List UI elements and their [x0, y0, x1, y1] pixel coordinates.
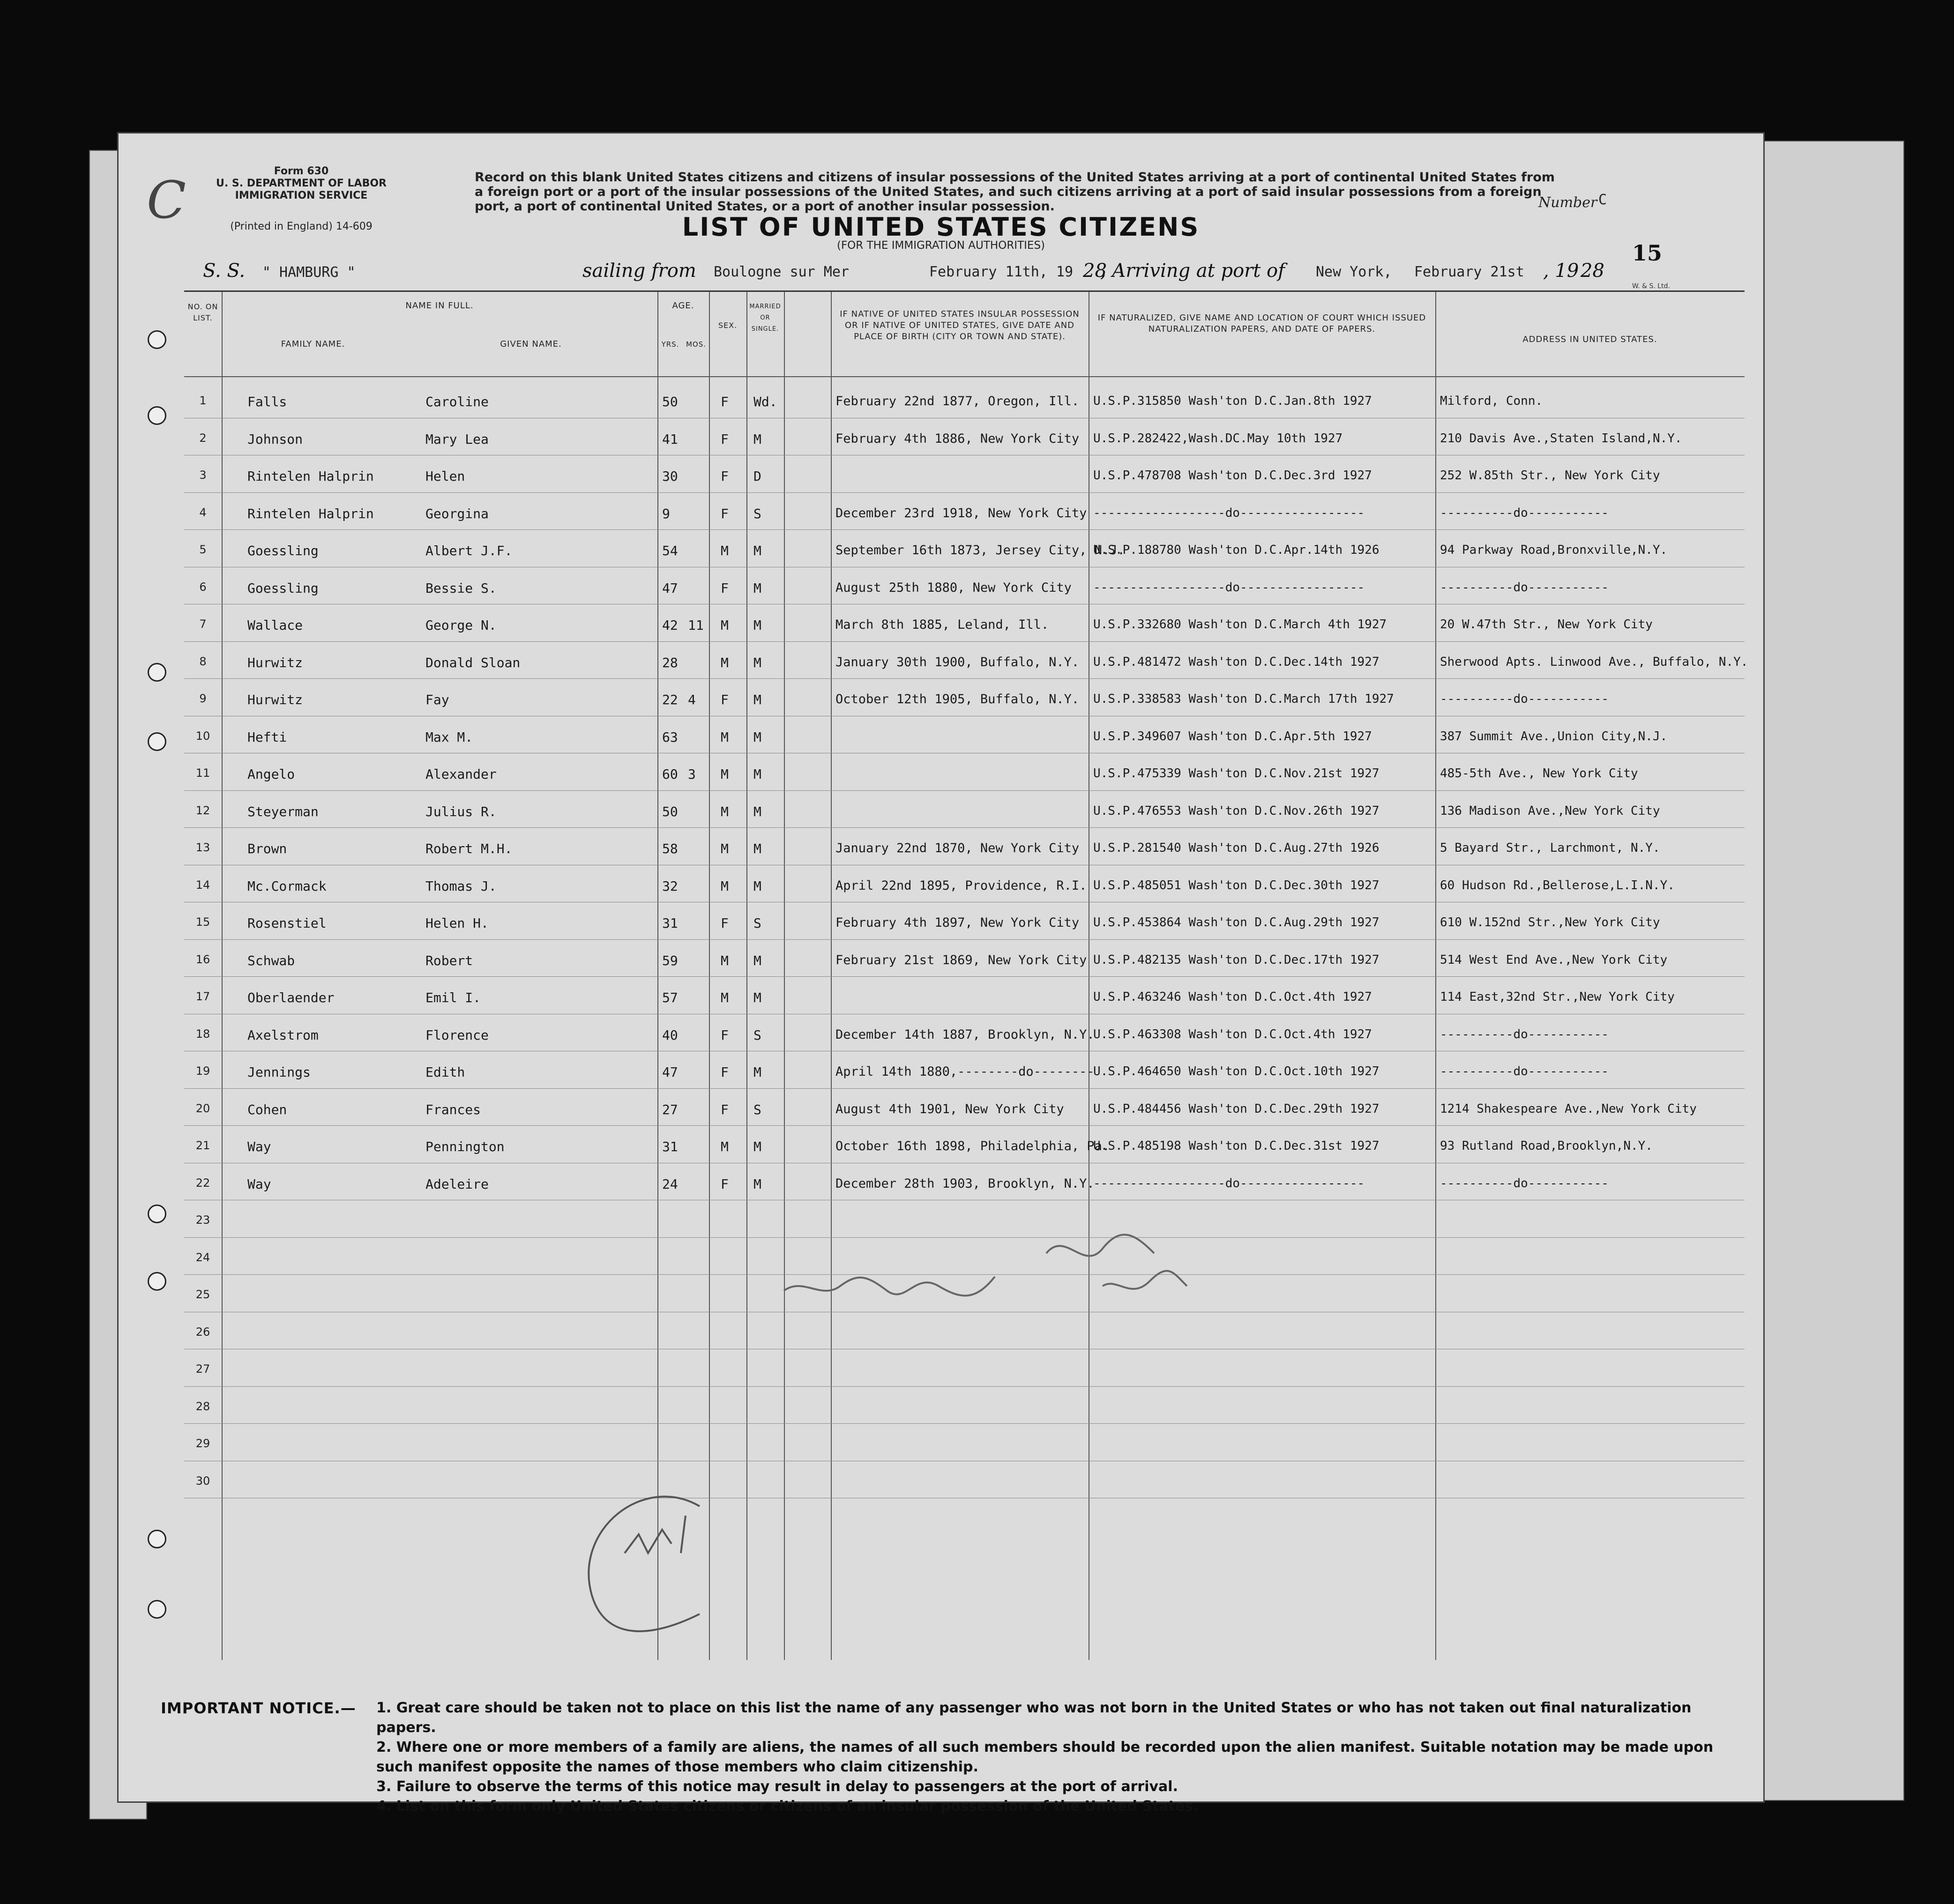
birth-info: February 4th 1897, New York City: [835, 915, 1080, 930]
row-number: 23: [195, 1213, 210, 1227]
table-row: [184, 1014, 1745, 1052]
handwritten-mark: C: [147, 170, 186, 230]
age-months: 3: [688, 766, 696, 782]
table-row: [184, 642, 1748, 679]
marital-status: M: [753, 729, 761, 745]
handwritten-signature: [775, 1216, 1337, 1319]
service: IMMIGRATION SERVICE: [235, 190, 368, 201]
age-months: 4: [688, 692, 696, 707]
family-name: Brown: [247, 841, 287, 856]
sex: M: [721, 654, 729, 670]
sex: F: [721, 506, 729, 521]
sex: M: [721, 878, 729, 894]
birth-info: December 14th 1887, Brooklyn, N.Y.: [835, 1027, 1095, 1042]
row-number: 3: [199, 469, 207, 482]
given-name: Julius R.: [425, 803, 497, 819]
header-mos: MOS.: [686, 340, 707, 349]
department: U. S. DEPARTMENT OF LABOR: [216, 178, 387, 189]
marital-status: M: [753, 580, 761, 596]
row-number: 19: [195, 1064, 210, 1078]
sex: F: [721, 1101, 729, 1117]
family-name: Hefti: [247, 729, 287, 745]
marital-status: M: [753, 803, 761, 819]
age-years: 22: [662, 692, 678, 707]
given-name: Frances: [425, 1101, 481, 1117]
birth-info: April 14th 1880,--------do--------: [835, 1064, 1095, 1079]
marital-status: M: [753, 990, 761, 1005]
punch-hole: [148, 1205, 166, 1223]
naturalization: U.S.P.485051 Wash'ton D.C.Dec.30th 1927: [1093, 878, 1380, 892]
us-address: 1214 Shakespeare Ave.,New York City: [1440, 1101, 1697, 1116]
table-row: [184, 791, 1745, 828]
us-address: 514 West End Ave.,New York City: [1440, 952, 1668, 967]
given-name: Robert M.H.: [425, 841, 513, 856]
marital-status: M: [753, 841, 761, 856]
row-number: 7: [199, 617, 207, 631]
table-row: [184, 418, 1745, 456]
marital-status: M: [753, 431, 761, 447]
age-years: 27: [662, 1101, 678, 1117]
age-years: 41: [662, 431, 678, 447]
family-name: Goessling: [247, 543, 319, 558]
family-name: Angelo: [247, 766, 295, 782]
naturalization: U.S.P.481472 Wash'ton D.C.Dec.14th 1927: [1093, 654, 1380, 669]
row-number: 28: [195, 1399, 210, 1413]
family-name: Steyerman: [247, 803, 319, 819]
number-value: C: [1598, 192, 1607, 208]
us-address: 20 W.47th Str., New York City: [1440, 617, 1653, 632]
naturalization: U.S.P.332680 Wash'ton D.C.March 4th 1927: [1093, 617, 1387, 632]
header-birth: IF NATIVE OF UNITED STATES INSULAR POSSESSION OR IF NATIVE OF UNITED STATES, GIVE DATE AND PLACE OF BIRTH (CITY OR TOWN AND STATE).: [840, 309, 1080, 342]
us-address: ----------do-----------: [1440, 1027, 1609, 1041]
marital-status: Wd.: [753, 394, 777, 409]
sex: M: [721, 952, 729, 968]
us-address: 60 Hudson Rd.,Bellerose,L.I.N.Y.: [1440, 878, 1675, 892]
punch-hole: [148, 1600, 166, 1619]
us-address: ----------do-----------: [1440, 692, 1609, 706]
punch-hole: [148, 663, 166, 682]
age-years: 54: [662, 543, 678, 558]
naturalization: U.S.P.453864 Wash'ton D.C.Aug.29th 1927: [1093, 915, 1380, 930]
row-number: 11: [195, 766, 210, 780]
header-naturalized: IF NATURALIZED, GIVE NAME AND LOCATION OF COURT WHICH ISSUED NATURALIZATION PAPERS, AND DATE OF PAPERS.: [1097, 313, 1426, 334]
punch-hole: [148, 1530, 166, 1548]
table-row: [184, 977, 1745, 1014]
header-divider: [184, 376, 1745, 377]
marital-status: S: [753, 1101, 761, 1117]
us-address: 485-5th Ave., New York City: [1440, 766, 1638, 781]
table-row: [184, 1089, 1745, 1126]
family-name: Way: [247, 1139, 271, 1154]
given-name: Albert J.F.: [425, 543, 513, 558]
family-name: Falls: [247, 394, 287, 409]
family-name: Hurwitz: [247, 692, 303, 707]
row-number: 6: [199, 580, 207, 594]
row-number: 15: [195, 915, 210, 929]
row-number: 4: [199, 506, 207, 519]
family-name: Rosenstiel: [247, 915, 327, 931]
naturalization: U.S.P.188780 Wash'ton D.C.Apr.14th 1926: [1093, 543, 1380, 557]
marital-status: D: [753, 469, 761, 484]
family-name: Mc.Cormack: [247, 878, 327, 894]
table-row: [184, 716, 1745, 754]
sex: F: [721, 469, 729, 484]
table-row: [184, 493, 1745, 530]
age-years: 59: [662, 952, 678, 968]
notice-item: 3. Failure to observe the terms of this notice may result in delay to passengers at the port of arrival.: [376, 1778, 1178, 1795]
given-name: Emil I.: [425, 990, 481, 1005]
family-name: Goessling: [247, 580, 319, 596]
birth-info: December 23rd 1918, New York City: [835, 506, 1087, 521]
naturalization: U.S.P.282422,Wash.DC.May 10th 1927: [1093, 431, 1343, 446]
sex: F: [721, 580, 729, 596]
age-years: 47: [662, 1064, 678, 1080]
us-address: Sherwood Apts. Linwood Ave., Buffalo, N.Y.: [1440, 654, 1748, 669]
table-row: [184, 381, 1745, 418]
table-row: [184, 567, 1745, 605]
record-instructions: Record on this blank United States citizens and citizens of insular possessions of the United States arriving at a port of continental United States from a foreign port or a port of the insular possessions of the United States, and such citizens arriving at a port of said insular possessions from a foreign port, a port of continental United States, or a port of another insular possession.: [475, 170, 1555, 214]
row-number: 24: [195, 1250, 210, 1264]
age-years: 58: [662, 841, 678, 856]
family-name: Johnson: [247, 431, 303, 447]
punch-hole: [148, 406, 166, 425]
given-name: Pennington: [425, 1139, 505, 1154]
marital-status: M: [753, 692, 761, 707]
naturalization: U.S.P.349607 Wash'ton D.C.Apr.5th 1927: [1093, 729, 1372, 744]
table-row: [184, 753, 1745, 791]
age-years: 28: [662, 654, 678, 670]
marital-status: S: [753, 915, 761, 931]
header-married: MARRIED OR SINGLE.: [749, 303, 781, 333]
naturalization: U.S.P.476553 Wash'ton D.C.Nov.26th 1927: [1093, 803, 1380, 818]
punch-hole: [148, 1272, 166, 1291]
sex: F: [721, 431, 729, 447]
birth-info: February 22nd 1877, Oregon, Ill.: [835, 394, 1080, 409]
age-years: 42: [662, 617, 678, 633]
table-row: [184, 530, 1745, 567]
table-row: [184, 1051, 1745, 1089]
sex: F: [721, 1064, 729, 1080]
naturalization: U.S.P.315850 Wash'ton D.C.Jan.8th 1927: [1093, 394, 1372, 408]
family-name: Axelstrom: [247, 1027, 319, 1043]
number-label: Number: [1538, 194, 1597, 211]
family-name: Wallace: [247, 617, 303, 633]
given-name: Adeleire: [425, 1176, 489, 1192]
birth-info: September 16th 1873, Jersey City, N.J.: [835, 543, 1125, 558]
departure-port: Boulogne sur Mer: [714, 264, 849, 280]
row-number: 26: [195, 1325, 210, 1339]
birth-info: October 16th 1898, Philadelphia, Pa.: [835, 1139, 1110, 1153]
row-number: 10: [195, 729, 210, 743]
age-years: 47: [662, 580, 678, 596]
sex: M: [721, 543, 729, 558]
age-years: 60: [662, 766, 678, 782]
notice-lead: IMPORTANT NOTICE.—: [161, 1699, 356, 1717]
row-number: 20: [195, 1101, 210, 1115]
marital-status: M: [753, 617, 761, 633]
birth-info: October 12th 1905, Buffalo, N.Y.: [835, 692, 1080, 707]
sex: M: [721, 729, 729, 745]
naturalization: ------------------do-----------------: [1093, 506, 1365, 520]
row-number: 25: [195, 1288, 210, 1301]
age-years: 50: [662, 394, 678, 409]
naturalization: U.S.P.482135 Wash'ton D.C.Dec.17th 1927: [1093, 952, 1380, 967]
marital-status: M: [753, 1176, 761, 1192]
family-name: Schwab: [247, 952, 295, 968]
row-number: 8: [199, 654, 207, 668]
notice-item: 2. Where one or more members of a family are aliens, the names of all such members should be recorded upon the alien manifest. Suitable notation may be made upon such manifest opposite the names of those members who claim citizenship.: [376, 1739, 1714, 1775]
us-address: ----------do-----------: [1440, 1176, 1609, 1190]
birth-info: December 28th 1903, Brooklyn, N.Y.: [835, 1176, 1095, 1191]
us-address: 210 Davis Ave.,Staten Island,N.Y.: [1440, 431, 1682, 446]
departure-year: 28: [1083, 260, 1107, 282]
ship-name: " HAMBURG ": [262, 264, 356, 281]
age-years: 32: [662, 878, 678, 894]
sex: F: [721, 1027, 729, 1043]
birth-info: August 25th 1880, New York City: [835, 580, 1072, 595]
sex: M: [721, 841, 729, 856]
header-family-name: FAMILY NAME.: [281, 339, 345, 349]
sex: M: [721, 617, 729, 633]
sex: M: [721, 803, 729, 819]
age-years: 24: [662, 1176, 678, 1192]
row-number: 29: [195, 1437, 210, 1450]
family-name: Oberlaender: [247, 990, 335, 1005]
row-number: 2: [199, 431, 207, 445]
us-address: 93 Rutland Road,Brooklyn,N.Y.: [1440, 1139, 1653, 1153]
given-name: Helen: [425, 469, 465, 484]
sex: M: [721, 766, 729, 782]
us-address: 5 Bayard Str., Larchmont, N.Y.: [1440, 841, 1660, 855]
family-name: Cohen: [247, 1101, 287, 1117]
age-years: 50: [662, 803, 678, 819]
us-address: 252 W.85th Str., New York City: [1440, 469, 1660, 483]
given-name: Alexander: [425, 766, 497, 782]
row-number: 21: [195, 1139, 210, 1152]
us-address: ----------do-----------: [1440, 506, 1609, 520]
departure-date: February 11th, 19: [929, 264, 1074, 280]
row-number: 12: [195, 803, 210, 817]
given-name: Donald Sloan: [425, 654, 521, 670]
table-row: [184, 455, 1745, 493]
us-address: 114 East,32nd Str.,New York City: [1440, 990, 1675, 1004]
birth-info: January 30th 1900, Buffalo, N.Y.: [835, 654, 1080, 669]
voyage-line: [203, 260, 356, 282]
printer-note: (Printed in England) 14-609: [230, 221, 373, 232]
row-number: 17: [195, 990, 210, 1003]
birth-info: January 22nd 1870, New York City: [835, 841, 1080, 855]
age-years: 31: [662, 1139, 678, 1154]
handwritten-scribble: [503, 1333, 784, 1651]
sex: F: [721, 1176, 729, 1192]
manifest-table: [184, 290, 1748, 1660]
table-row: [184, 679, 1745, 716]
family-name: Rintelen Halprin: [247, 469, 374, 484]
arrival-port: New York,: [1316, 264, 1392, 280]
birth-info: March 8th 1885, Leland, Ill.: [835, 617, 1049, 632]
arriving-label: , Arriving at port of: [1100, 260, 1285, 282]
naturalization: U.S.P.281540 Wash'ton D.C.Aug.27th 1926: [1093, 841, 1380, 855]
naturalization: U.S.P.475339 Wash'ton D.C.Nov.21st 1927: [1093, 766, 1380, 781]
header-sex: SEX.: [718, 321, 738, 330]
age-years: 57: [662, 990, 678, 1005]
notice-item: 1. Great care should be taken not to place on this list the name of any passenger who was not born in the United States or who has not taken out final naturalization papers.: [376, 1700, 1692, 1736]
naturalization: ------------------do-----------------: [1093, 1176, 1365, 1190]
page-subtitle: (FOR THE IMMIGRATION AUTHORITIES): [836, 239, 1045, 252]
family-name: Jennings: [247, 1064, 311, 1080]
given-name: Edith: [425, 1064, 465, 1080]
row-number: 13: [195, 841, 210, 854]
page-title: LIST OF UNITED STATES CITIZENS: [682, 212, 1200, 242]
family-name: Rintelen Halprin: [247, 506, 374, 521]
age-years: 63: [662, 729, 678, 745]
manifest-page: [117, 132, 1765, 1815]
row-number: 5: [199, 543, 207, 556]
arrival-date: February 21st: [1414, 264, 1524, 280]
row-number: 22: [195, 1176, 210, 1190]
marital-status: M: [753, 878, 761, 894]
sex: F: [721, 915, 729, 931]
age-months: 11: [688, 617, 704, 633]
table-row: [184, 604, 1745, 642]
row-number: 14: [195, 878, 210, 892]
us-address: 136 Madison Ave.,New York City: [1440, 803, 1660, 818]
table-row: [184, 1424, 1745, 1461]
row-number: 9: [199, 692, 207, 705]
given-name: Florence: [425, 1027, 489, 1043]
family-name: Way: [247, 1176, 271, 1192]
age-years: 9: [662, 506, 670, 521]
sailing-label: sailing from: [582, 260, 696, 282]
table-row: [184, 1349, 1745, 1387]
given-name: Helen H.: [425, 915, 489, 931]
page-number: 15: [1632, 240, 1663, 266]
row-number: 18: [195, 1027, 210, 1041]
sex: M: [721, 1139, 729, 1154]
notice-item: 4. List on this form only United States citizens or citizens of an insular possession of the United States.: [376, 1798, 1199, 1815]
table-row: [184, 1163, 1745, 1201]
row-number: 27: [195, 1362, 210, 1376]
marital-status: M: [753, 952, 761, 968]
punch-hole: [148, 330, 166, 349]
naturalization: U.S.P.484456 Wash'ton D.C.Dec.29th 1927: [1093, 1101, 1380, 1116]
punch-hole: [148, 732, 166, 751]
birth-info: August 4th 1901, New York City: [835, 1101, 1064, 1116]
header-age: AGE.: [672, 301, 694, 311]
given-name: Thomas J.: [425, 878, 497, 894]
table-row: [184, 902, 1745, 940]
birth-info: February 21st 1869, New York City: [835, 952, 1087, 967]
naturalization: U.S.P.463246 Wash'ton D.C.Oct.4th 1927: [1093, 990, 1372, 1004]
header-address: ADDRESS IN UNITED STATES.: [1522, 335, 1657, 344]
given-name: Bessie S.: [425, 580, 497, 596]
sex: F: [721, 394, 729, 409]
row-number: 16: [195, 952, 210, 966]
header-given-name: GIVEN NAME.: [500, 339, 562, 349]
table-row: [184, 1126, 1745, 1163]
ss-label: S. S.: [203, 260, 246, 282]
marital-status: M: [753, 1139, 761, 1154]
row-number: 1: [199, 394, 207, 407]
age-years: 40: [662, 1027, 678, 1043]
row-number: 30: [195, 1474, 210, 1488]
naturalization: U.S.P.463308 Wash'ton D.C.Oct.4th 1927: [1093, 1027, 1372, 1041]
marital-status: S: [753, 506, 761, 521]
given-name: Max M.: [425, 729, 473, 745]
naturalization: U.S.P.464650 Wash'ton D.C.Oct.10th 1927: [1093, 1064, 1380, 1078]
header-yrs: YRS.: [661, 340, 679, 349]
table-row: [184, 1461, 1745, 1499]
marital-status: S: [753, 1027, 761, 1043]
given-name: Fay: [425, 692, 449, 707]
us-address: 94 Parkway Road,Bronxville,N.Y.: [1440, 543, 1668, 557]
age-years: 31: [662, 915, 678, 931]
given-name: Robert: [425, 952, 473, 968]
printer-mark: W. & S. Ltd.: [1632, 283, 1670, 290]
marital-status: M: [753, 654, 761, 670]
marital-status: M: [753, 1064, 761, 1080]
sex: M: [721, 990, 729, 1005]
given-name: George N.: [425, 617, 497, 633]
family-name: Hurwitz: [247, 654, 303, 670]
us-address: 610 W.152nd Str.,New York City: [1440, 915, 1660, 930]
us-address: Milford, Conn.: [1440, 394, 1543, 408]
arrival-year-prefix: , 19: [1543, 260, 1579, 282]
header-no: NO. ON LIST.: [187, 302, 218, 322]
arrival-year: 28: [1581, 260, 1604, 282]
age-years: 30: [662, 469, 678, 484]
naturalization: U.S.P.478708 Wash'ton D.C.Dec.3rd 1927: [1093, 469, 1372, 483]
naturalization: U.S.P.338583 Wash'ton D.C.March 17th 1927: [1093, 692, 1394, 706]
birth-info: February 4th 1886, New York City: [835, 431, 1080, 446]
table-row: [184, 865, 1745, 903]
sex: F: [721, 692, 729, 707]
form-number: Form 630: [274, 165, 329, 177]
given-name: Mary Lea: [425, 431, 489, 447]
marital-status: M: [753, 543, 761, 558]
table-row: [184, 828, 1745, 865]
naturalization: ------------------do-----------------: [1093, 580, 1365, 595]
given-name: Georgina: [425, 506, 489, 521]
marital-status: M: [753, 766, 761, 782]
birth-info: April 22nd 1895, Providence, R.I.: [835, 878, 1087, 893]
table-row: [184, 940, 1745, 977]
header-name-in-full: NAME IN FULL.: [405, 301, 474, 311]
us-address: 387 Summit Ave.,Union City,N.J.: [1440, 729, 1668, 744]
us-address: ----------do-----------: [1440, 580, 1609, 595]
naturalization: U.S.P.485198 Wash'ton D.C.Dec.31st 1927: [1093, 1139, 1380, 1153]
given-name: Caroline: [425, 394, 489, 409]
table-row: [184, 1387, 1745, 1424]
us-address: ----------do-----------: [1440, 1064, 1609, 1078]
notice-items: [376, 1698, 1745, 1816]
